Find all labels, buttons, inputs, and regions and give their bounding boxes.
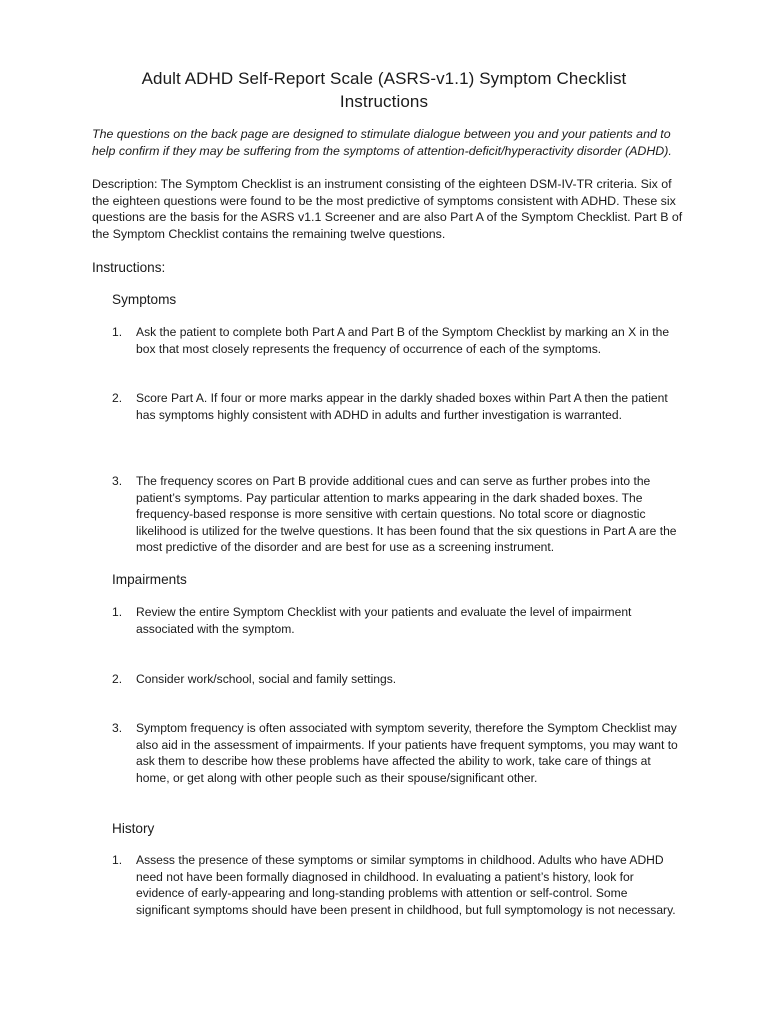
symptoms-item-3: [112, 473, 680, 556]
impairments-item-3: [112, 720, 680, 786]
history-heading: History: [112, 821, 155, 836]
history-item-1: [112, 852, 680, 918]
symptoms-item-1: [112, 324, 680, 357]
list-item-text: Assess the presence of these symptoms or similar symptoms in childhood. Adults who have ADHD need not have been formally diagnosed in childhood. In evaluating a patient’s history, look for evidence of early-appearing and long-standing problems with attention or self-control. Some significant symptoms should have been present in childhood, but full symptomology is not necessary.: [136, 853, 676, 917]
instructions-heading: Instructions:: [92, 260, 166, 275]
symptoms-item-2: [112, 390, 680, 423]
symptoms-heading: Symptoms: [112, 292, 177, 307]
list-number: 3.: [112, 474, 123, 488]
list-item-text: The frequency scores on Part B provide additional cues and can serve as further probes into the patient’s symptoms. Pay particular attention to marks appearing in the dark shaded boxes. The frequency-based response is more sensitive with certain questions. No total score or diagnostic likelihood is utilized for the twelve questions. It has been found that the six questions in Part A are the most predictive of the disorder and are best for use as a screening instrument.: [136, 474, 677, 555]
impairments-item-1: [112, 604, 680, 637]
intro-paragraph: The questions on the back page are designed to stimulate dialogue between you and your patients and to help confirm if they may be suffering from the symptoms of attention-deficit/hyperactivity disorder (ADHD).: [92, 127, 672, 158]
list-item-text: Symptom frequency is often associated with symptom severity, therefore the Symptom Checklist may also aid in the assessment of impairments. If your patients have frequent symptoms, you may want to ask them to describe how these problems have affected the ability to work, take care of things at home, or get along with other people such as their spouse/significant other.: [136, 721, 678, 785]
list-number: 1.: [112, 605, 123, 619]
list-number: 1.: [112, 325, 123, 339]
impairments-item-2: [112, 671, 680, 688]
description-paragraph: Description: The Symptom Checklist is an instrument consisting of the eighteen DSM-IV-TR criteria. Six of the eighteen questions were found to be the most predictive of symptoms consistent with ADHD. These six questions are the basis for the ASRS v1.1 Screener and are also Part A of the Symptom Checklist. Part B of the Symptom Checklist contains the remaining twelve questions.: [92, 177, 683, 241]
list-number: 2.: [112, 391, 123, 405]
list-number: 1.: [112, 853, 123, 867]
list-item-text: Score Part A. If four or more marks appear in the darkly shaded boxes within Part A then the patient has symptoms highly consistent with ADHD in adults and further investigation is warranted.: [136, 391, 668, 422]
list-item-text: Consider work/school, social and family settings.: [136, 672, 397, 686]
list-number: 2.: [112, 672, 123, 686]
list-item-text: Review the entire Symptom Checklist with your patients and evaluate the level of impairment associated with the symptom.: [136, 605, 632, 636]
list-number: 3.: [112, 721, 123, 735]
list-item-text: Ask the patient to complete both Part A and Part B of the Symptom Checklist by marking an X in the box that most closely represents the frequency of occurrence of each of the symptoms.: [136, 325, 670, 356]
document-title: Adult ADHD Self-Report Scale (ASRS-v1.1) Symptom Checklist: [141, 69, 627, 88]
document-subtitle: Instructions: [339, 92, 429, 111]
impairments-heading: Impairments: [112, 572, 187, 587]
